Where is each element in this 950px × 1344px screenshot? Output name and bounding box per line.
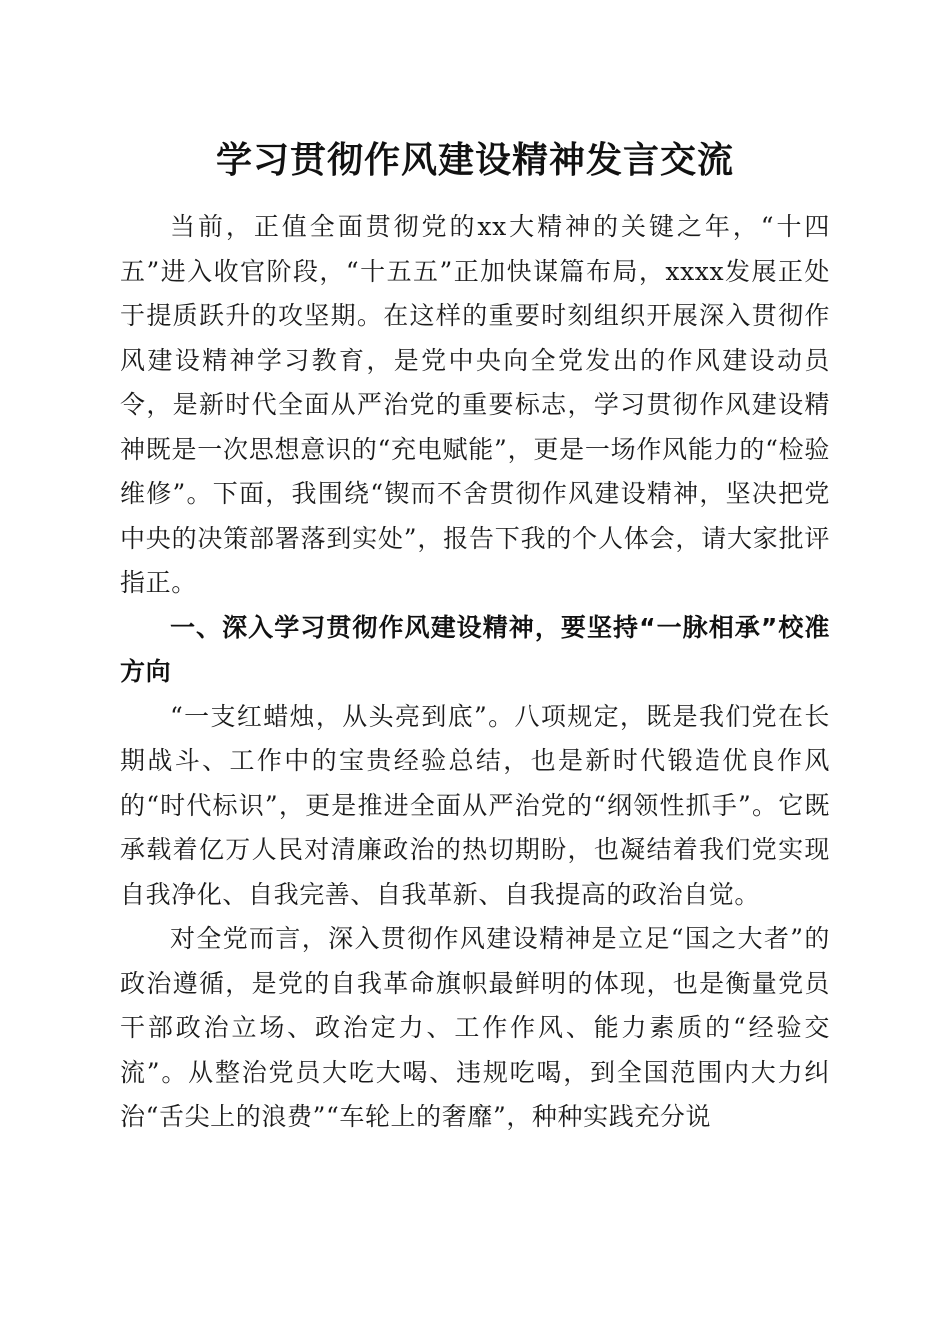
section-1-paragraph-2: 对全党而言，深入贯彻作风建设精神是立足“国之大者”的政治遵循，是党的自我革命旗帜最鲜明的体现，也是衡量党员干部政治立场、政治定力、工作作风、能力素质的“经验交流”。从整治党员大吃大喝、违规吃喝，到全国范围内大力纠治“舌尖上的浪费”“车轮上的奢靡”，种种实践充分说 bbox=[120, 924, 830, 1131]
document-body bbox=[120, 205, 830, 1140]
section-1-paragraph-1: “一支红蜡烛，从头亮到底”。八项规定，既是我们党在长期战斗、工作中的宝贵经验总结，也是新时代锻造优良作风的“时代标识”，更是推进全面从严治党的“纲领性抓手”。它既承载着亿万人民对清廉政治的热切期盼，也凝结着我们党实现自我净化、自我完善、自我革新、自我提高的政治自觉。 bbox=[120, 701, 830, 909]
section-heading-1: 一、深入学习贯彻作风建设精神，要坚持“一脉相承”校准方向 bbox=[120, 612, 830, 686]
intro-paragraph: 当前，正值全面贯彻党的xx大精神的关键之年，“十四五”进入收官阶段，“十五五”正加快谋篇布局，xxxx发展正处于提质跃升的攻坚期。在这样的重要时刻组织开展深入贯彻作风建设精神学习教育，是党中央向全党发出的作风建设动员令，是新时代全面从严治党的重要标志，学习贯彻作风建设精神既是一次思想意识的“充电赋能”，更是一场作风能力的“检验维修”。下面，我围绕“锲而不舍贯彻作风建设精神，坚决把党中央的决策部署落到实处”，报告下我的个人体会，请大家批评指正。 bbox=[120, 212, 830, 597]
document-title: 学习贯彻作风建设精神发言交流 bbox=[215, 139, 734, 181]
